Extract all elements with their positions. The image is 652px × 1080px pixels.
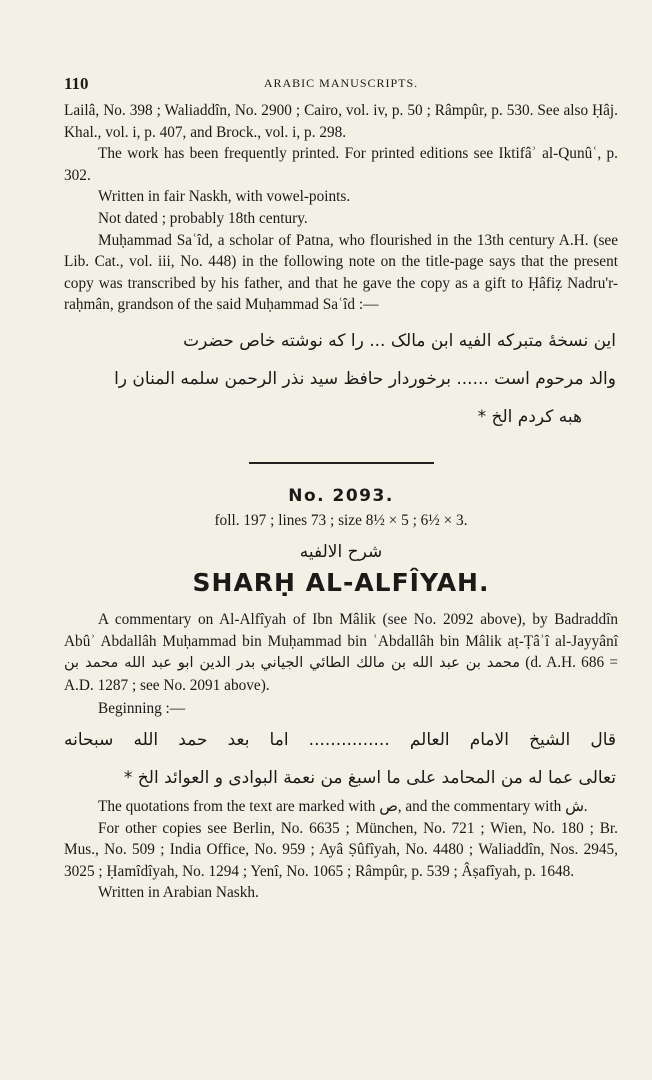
running-head [64,74,618,100]
page-number: 110 [64,74,89,93]
script-note: Written in Arabian Naskh. [98,884,259,902]
entry-description [64,609,618,696]
entry-title: SHARḤ AL-ALFÎYAH. [192,567,490,597]
running-title: ARABIC MANUSCRIPTS. [263,76,419,90]
prev-entry-script: Written in fair Naskh, with vowel-points. [98,188,351,206]
entry-description-arabic-2: محمد بن عبد الله بن مالك الطائي الجياني [260,655,521,672]
beginning-arabic-line-1: قال الشيخ الامام العالم ............... اما بعد حمد الله سبحانه [64,729,616,750]
prev-entry-date: Not dated ; probably 18th century. [98,209,308,227]
entry-description-arabic-1: بدر الدين ابو عبد الله محمد بن [64,655,256,672]
beginning-arabic-line-2: تعالى عما له من المحامد على ما اسبغ من نعمة البوادى و العوائد الخ * [123,767,616,788]
other-copies: For other copies see Berlin, No. 6635 ; München, No. 721 ; Wien, No. 180 ; Br. Mus., No. 509 ; India Office, No. 959 ; Ayâ Ṣûfîyah, No. 4480 ; Waliaddîn, Nos. 2945, 3025 ; Ḥamîdîyah, No. 1294 ; Yenî, No. 1065 ; Râmpûr, p. 539 ; Âṣafîyah, p. 1648. [64,819,618,880]
quotations-note: The quotations from the text are marked with ص, and the commentary with ش. [98,797,588,815]
beginning-label: Beginning :— [98,700,186,718]
prev-entry-arabic-note-line-2: والد مرحوم است ...... برخوردار حافظ سید نذر الرحمن سلمه المنان را [114,368,616,389]
prev-entry-arabic-note-line-1: این نسخهٔ متبرکه الفیه ابن مالک ... را که نوشته خاص حضرت [183,330,616,351]
prev-entry-references: Lailâ, No. 398 ; Waliaddîn, No. 2900 ; Cairo, vol. iv, p. 50 ; Râmpûr, p. 530. See also Ḥâj. Khal., vol. i, p. 407, and Brock., vol. i, p. 298. [64,102,618,141]
prev-entry-printed-editions: The work has been frequently printed. For printed editions see Iktifâʾ al-Qunûʿ, p. 302. [64,145,618,184]
entry-description-dates: (d. A.H. 686 = A.D. 1287 ; see No. 2091 above). [64,654,618,694]
section-divider [249,462,434,464]
entry-description-text: A commentary on Al-Alfîyah of Ibn Mâlik (see No. 2092 above), by Badraddîn Abûʾ Abdallâh Muḥammad bin Muḥammad bin ʿAbdallâh bin Mâlik aṭ-Ṭâʾî al-Jayyânî [64,610,618,650]
prev-entry-provenance: Muḥammad Saʿîd, a scholar of Patna, who flourished in the 13th century A.H. (see Lib. Cat., vol. iii, No. 448) in the following note on the title-page says that the present copy was transcribed by his father, and that he gave the copy as a gift to Ḥâfiẓ Nadru'r-raḥmân, grandson of the said Muḥammad Saʿîd :— [64,231,618,314]
entry-arabic-title: شرح الالفيه [299,541,383,562]
prev-entry-arabic-note-line-3: هبه کردم الخ * [477,406,582,427]
entry-collation: foll. 197 ; lines 73 ; size 8½ × 5 ; 6½ × 3. [214,511,468,529]
entry-number: No. 2093. [288,485,394,506]
